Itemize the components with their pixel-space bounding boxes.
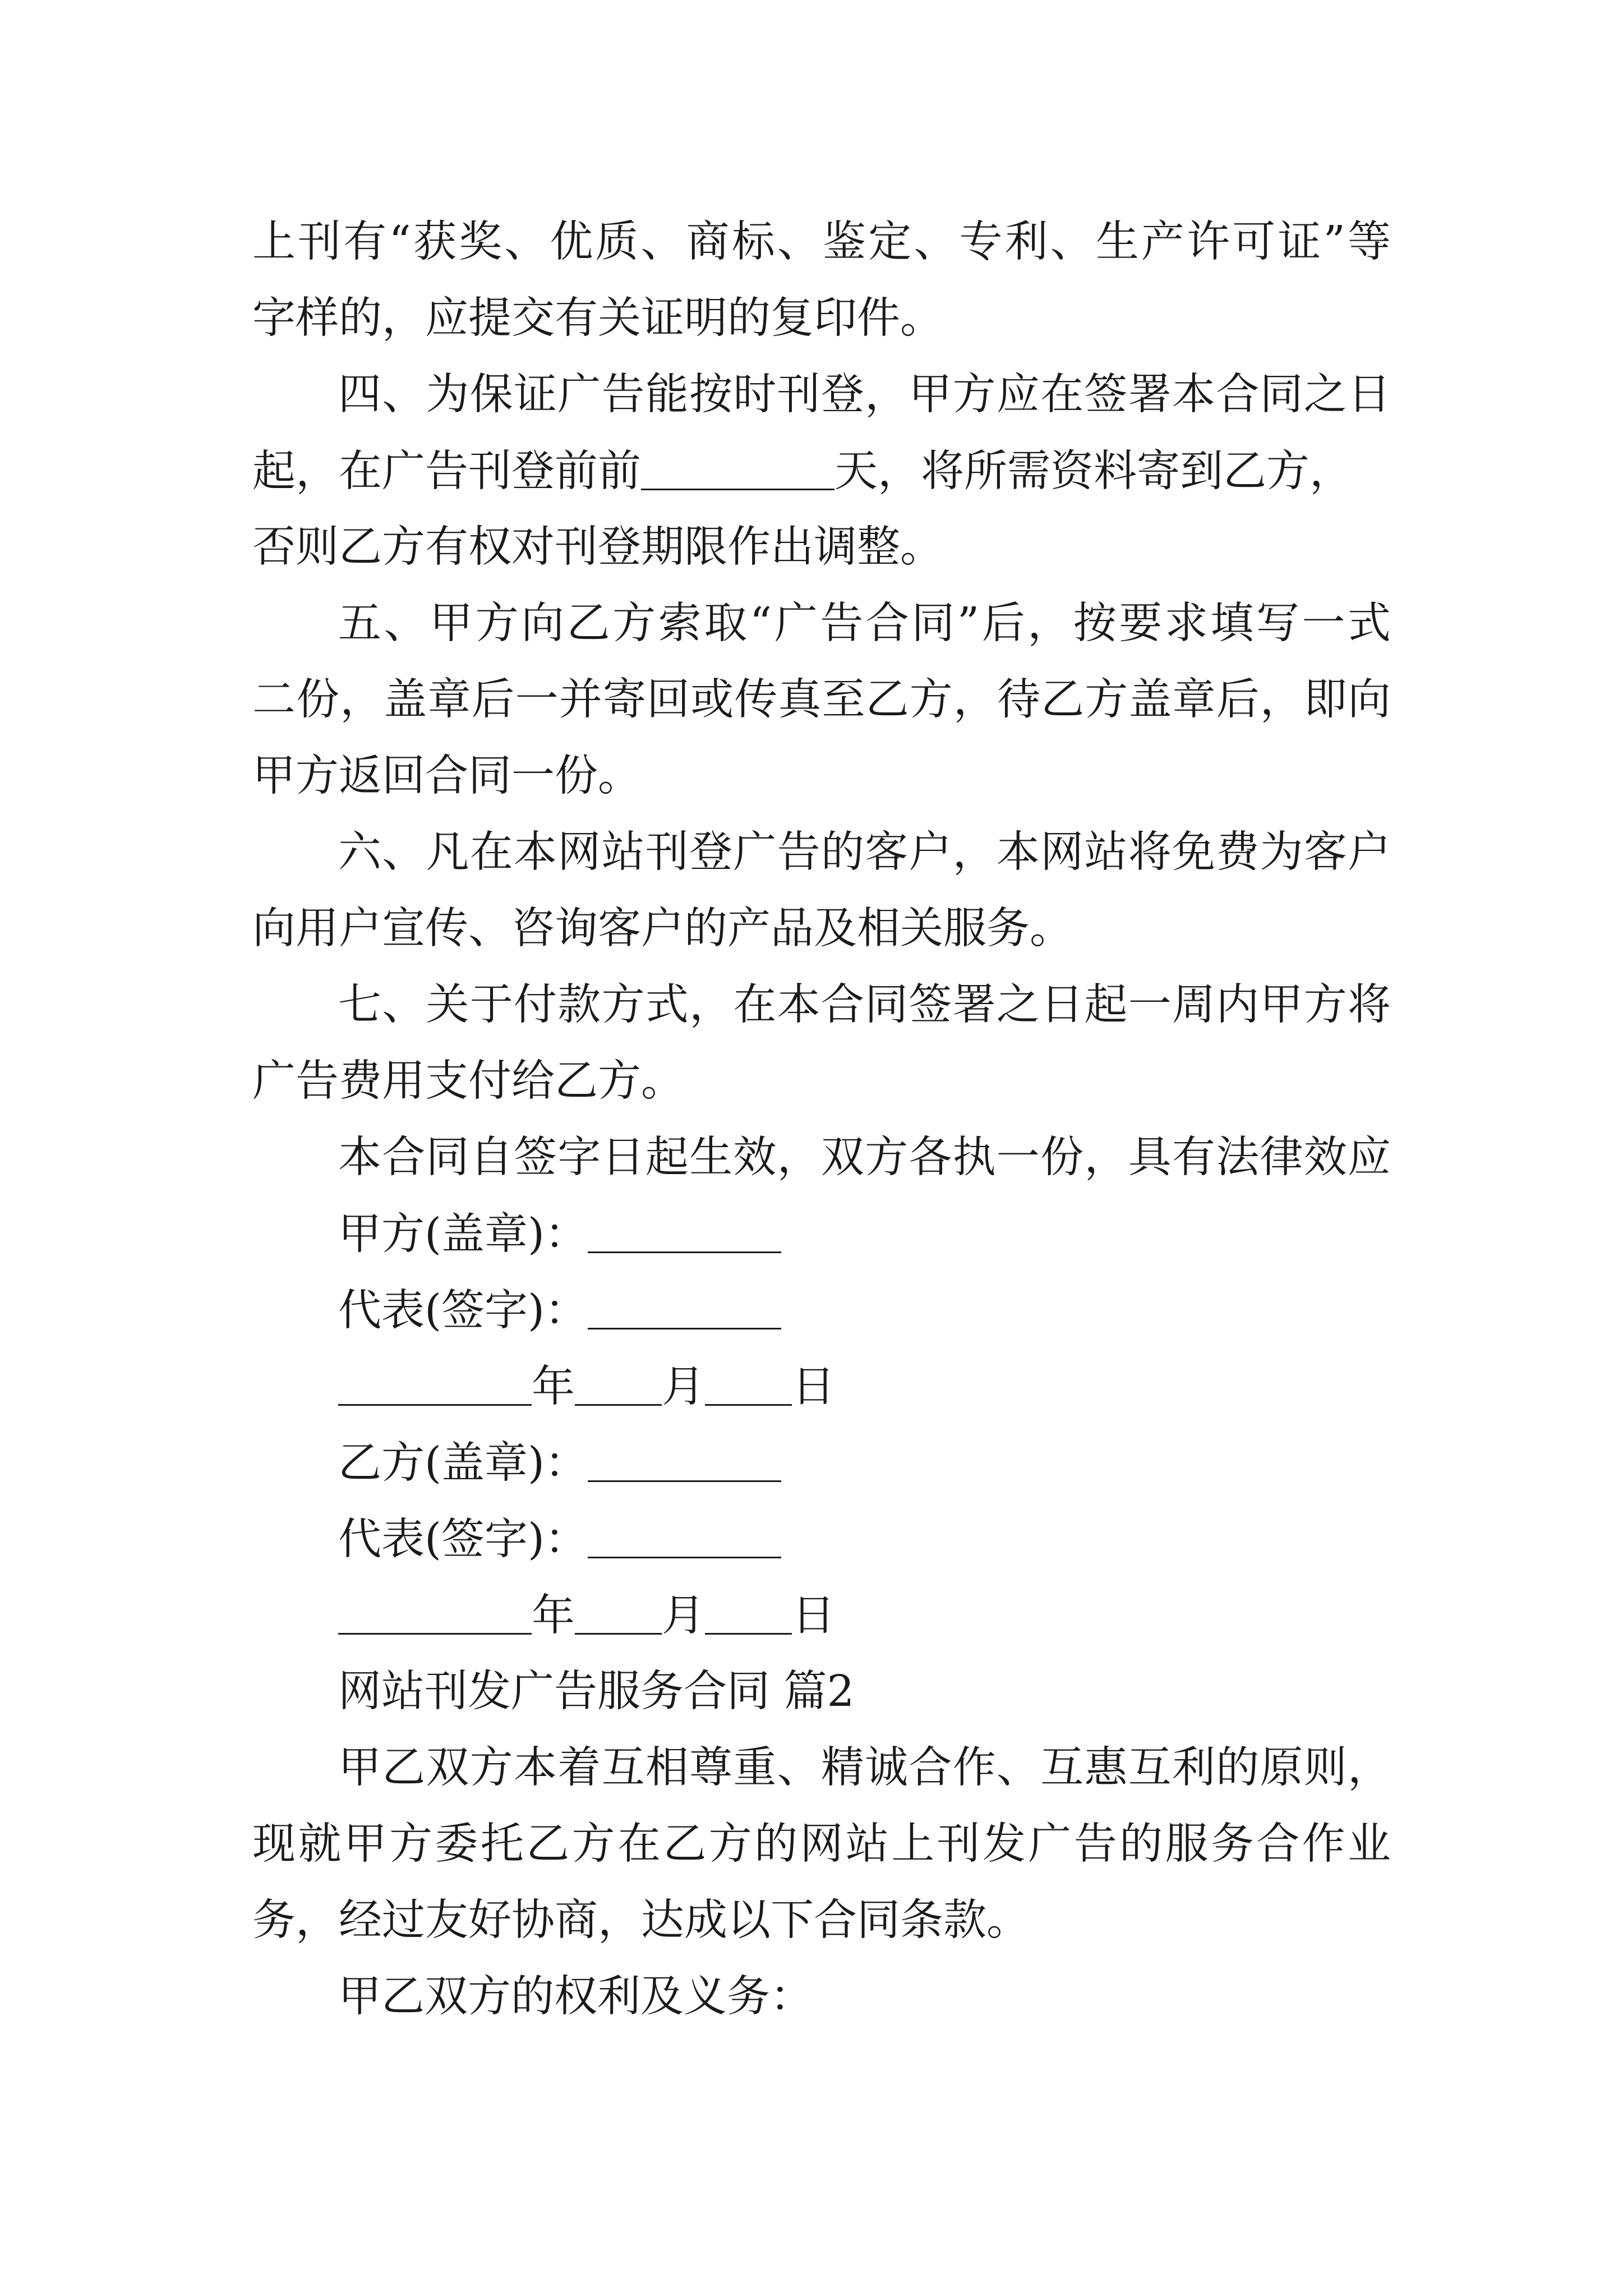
paragraph-line: 务，经过友好协商，达成以下合同条款。 — [252, 1895, 1030, 1945]
day-label: 日 — [792, 1362, 835, 1412]
paragraph-line: 向用户宣传、咨询客户的产品及相关服务。 — [252, 904, 1073, 954]
month-label: 月 — [662, 1362, 705, 1412]
year-label: 年 — [532, 1362, 575, 1412]
paragraph-line: 二份，盖章后一并寄回或传真至乙方，待乙方盖章后，即向 — [252, 675, 1391, 725]
paragraph-line: 六、凡在本网站刊登广告的客户，本网站将免费为客户 — [338, 827, 1391, 877]
day-blank — [705, 1365, 792, 1406]
party-a-rep-line — [338, 1286, 781, 1336]
party-a-seal-blank — [588, 1212, 781, 1253]
paragraph-line: 七、关于付款方式，在本合同签署之日起一周内甲方将 — [338, 980, 1391, 1030]
paragraph-text: 起，在广告刊登前前 — [252, 447, 641, 496]
party-b-rep-label: 代表(签字)： — [338, 1515, 588, 1565]
party-b-rep-line — [338, 1515, 781, 1565]
party-b-rep-blank — [588, 1517, 781, 1558]
blank-days — [641, 449, 834, 490]
paragraph-line — [252, 447, 1391, 496]
paragraph-line: 甲乙双方的权利及义务： — [338, 1972, 813, 2022]
party-b-seal-line — [338, 1438, 781, 1488]
paragraph-line: 字样的，应提交有关证明的复印件。 — [252, 293, 943, 343]
year-blank — [338, 1365, 532, 1406]
month-blank — [575, 1594, 662, 1635]
month-label: 月 — [662, 1591, 705, 1641]
paragraph-line: 广告费用支付给乙方。 — [252, 1056, 684, 1106]
paragraph-line: 否则乙方有权对刊登期限作出调整。 — [252, 522, 943, 572]
party-a-rep-blank — [588, 1289, 781, 1329]
paragraph-text: 天，将所需资料寄到乙方， — [834, 447, 1353, 496]
month-blank — [575, 1365, 662, 1406]
year-blank — [338, 1594, 532, 1635]
party-b-seal-blank — [588, 1441, 781, 1482]
section-heading: 网站刊发广告服务合同 篇2 — [338, 1667, 855, 1717]
paragraph-line: 甲方返回合同一份。 — [252, 751, 641, 801]
day-blank — [705, 1594, 792, 1635]
day-label: 日 — [792, 1591, 835, 1641]
year-label: 年 — [532, 1591, 575, 1641]
party-a-seal-line — [338, 1209, 781, 1259]
party-a-date-line — [338, 1362, 835, 1412]
paragraph-line: 本合同自签字日起生效，双方各执一份，具有法律效应 — [338, 1133, 1391, 1182]
paragraph-line: 甲乙双方本着互相尊重、精诚合作、互惠互利的原则， — [338, 1743, 1391, 1793]
party-a-seal-label: 甲方(盖章)： — [338, 1209, 588, 1259]
party-b-seal-label: 乙方(盖章)： — [338, 1438, 588, 1488]
paragraph-line: 四、为保证广告能按时刊登，甲方应在签署本合同之日 — [338, 370, 1391, 420]
paragraph-line: 上刊有“获奖、优质、商标、鉴定、专利、生产许可证”等 — [252, 217, 1391, 267]
party-a-rep-label: 代表(签字)： — [338, 1286, 588, 1336]
paragraph-line: 现就甲方委托乙方在乙方的网站上刊发广告的服务合作业 — [252, 1819, 1391, 1869]
paragraph-line: 五、甲方向乙方索取“广告合同”后，按要求填写一式 — [338, 599, 1391, 648]
party-b-date-line — [338, 1591, 835, 1641]
